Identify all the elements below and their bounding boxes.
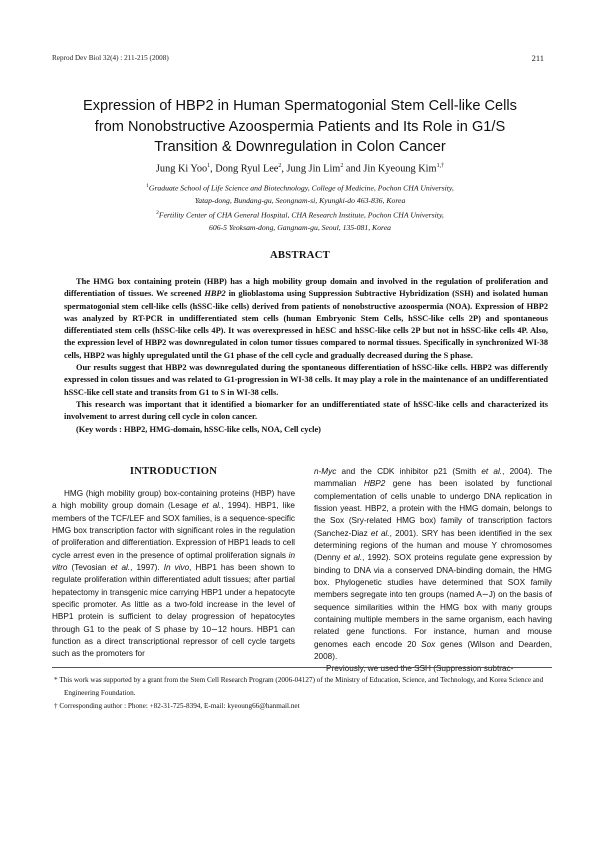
citation-etal: et al. (201, 501, 222, 511)
body-text: , 1994). HBP1, like members of the TCF/LEF and SOX families, is a sequence-specific HMG box transcription factor with significant roles in the regulation of proliferation and differentiation. Expression of HBP1 leads to cell cycle arrest even in the presence of optimal proliferation signals (52, 501, 295, 560)
body-text: , 2001). SRY has been identified in the sex determining regions of the human and mouse Y chromosomes (Denny (314, 528, 552, 563)
author-affiliation-mark: 2 (340, 163, 344, 169)
gene-name: n-Myc (314, 467, 337, 476)
author-affiliation-mark: 1,† (436, 163, 445, 169)
title-line-3: Transition & Downregulation in Colon Cancer (154, 139, 446, 155)
introduction-paragraph: Previously, we used the SSH (Suppression subtrac- (326, 664, 514, 674)
funding-footnote: * This work was supported by a grant from the Stem Cell Research Program (2006-04127) of the Ministry of Education, Science, and Technology, and Korea Science and Engineering Foundation. (54, 676, 544, 697)
body-text: genes (Wilson and Dearden, 2008). (314, 639, 552, 661)
author-name: Jung Ki Yoo (155, 163, 208, 175)
abstract-body (64, 276, 548, 436)
author-name: Jin Kyeoung Kim (363, 163, 437, 175)
footnotes (52, 674, 552, 713)
introduction-paragraph (52, 488, 295, 661)
latin-term: In vivo (163, 562, 190, 572)
affiliation-address: Yatap-dong, Bundang-gu, Seongnam-si, Kyungki-do 463-836, Korea (194, 196, 406, 206)
body-text: , 2004). The mammalian (314, 467, 552, 489)
affiliation-text: Fertility Center of CHA General Hospital, CHA Research Institute, Pochon CHA University, (158, 210, 444, 220)
latin-term: in vitro (52, 550, 295, 572)
body-text: (Tevosian (67, 562, 111, 572)
abstract-paragraph: This research was important that it identified a biomarker for an undifferentiated state of hSSC-like cells and characterized its involvement to arrest during cell cycle in colon cancer. (64, 399, 548, 422)
citation-etal: et al. (370, 528, 390, 538)
abstract-text: in glioblastoma using Suppression Subtractive Hybridization (SSH) and isolated human spermatogonial stem cell-like cells (hSSC-like cells) derived from patients of nonobstructive azoospermia (NOA). Expression of HBP2 was analyzed by RT-PCR in undifferentiated stem cells (human Embryonic Stem Cells, hSSC-like cells 2P) and spontaneous differentiated stem cells (hSSC-like cells 4P). It was overexpressed in hESC and hSSC-like cells 2P but not in hSSC-like cells 4P. Also, the expression level of HBP2 was downregulated in colon tumor tissues compared to normal tissues. Specifically in synchronized WI-38 cells, HBP2 was highly upregulated until the G1 phase of the cell cycle and gradually decreased during the S phase. (64, 289, 548, 360)
introduction-heading: INTRODUCTION (129, 466, 218, 477)
body-text: and the CDK inhibitor p21 (Smith (336, 467, 482, 476)
affiliation-address: 606-5 Yeoksam-dong, Gangnam-gu, Seoul, 135-081, Korea (209, 223, 391, 233)
author-affiliation-mark: 1 (207, 163, 211, 169)
body-text: , HBP1 has been shown to regulate proliferation within differentiated adult tissues; after partial hepatectomy in transgenic mice carrying HBP1 under a hepatocyte specific promoter. As little as a two-fold increase in the level of HBP1 protein is sufficient to delay progression of hepatocytes through G1 to the peak of S phase by 10∼12 hours. HBP1 can function as a direct transcriptional repressor of cell cycle targets such as the promoters for (52, 562, 295, 659)
citation-etal: et al. (481, 467, 503, 476)
page-number: 211 (531, 53, 544, 63)
citation-etal: et al. (343, 553, 363, 563)
corresponding-author-footnote: † Corresponding author : Phone: +82-31-725-8394, E-mail: kyeoung66@hanmail.net (54, 702, 300, 710)
right-column (314, 466, 552, 676)
affiliation-2 (60, 207, 540, 235)
abstract-text: The HMG box containing protein (HBP) has a high mobility group domain and involved in the regulation of proliferation and differentiation of tissues. We screened (64, 277, 548, 299)
author-separator: and (343, 163, 364, 175)
article-title (40, 96, 560, 158)
gene-name: HBP2 (204, 289, 226, 299)
left-column (52, 466, 295, 661)
body-text: gene has been isolated by functional complementation of cells unable to undergo DNA replication in fission yeast. HBP2, a protein with the HMG domain, belongs to the Sox (Sry-related HMG box) family of transcription factors (Sanchez-Diaz (314, 479, 552, 538)
abstract-paragraph: Our results suggest that HBP2 was downregulated during the spontaneous differentiation of hSSC-like cells. HBP2 was differently expressed in colon tissues and was related to G1-progression in WI-38 cells. It may play a role in the maintenance of an undifferentiated hSSC-like cell state and transits from G1 to S in WI-38 cells. (64, 363, 548, 397)
author-name: Dong Ryul Lee (215, 163, 279, 175)
citation-etal: et al. (110, 562, 131, 572)
affiliation-1 (60, 180, 540, 208)
abstract-heading: ABSTRACT (269, 250, 331, 261)
body-text: , 1992). SOX proteins regulate gene expression by binding to DNA via a conserved DNA-binding domain, the HMG box. Phylogenetic studies have determined that SOX family members segregate into ten groups (named A∼J) on the basis of sequence similarities within the HMG box with many groups containing multiple members in the same organism, each having related gene functions. For instance, human and mouse genomes each encode 20 (314, 553, 552, 649)
affiliation-mark: 2 (156, 210, 159, 216)
author-affiliation-mark: 2 (278, 163, 282, 169)
introduction-paragraph (314, 466, 552, 663)
author-name: Jung Jin Lim (286, 163, 341, 175)
affiliation-mark: 1 (146, 183, 149, 189)
footnote-divider (52, 667, 552, 668)
title-line-2: from Nonobstructive Azoospermia Patients and Its Role in G1/S (94, 118, 506, 135)
gene-name: Sox (421, 639, 436, 649)
body-text: HMG (high mobility group) box-containing proteins (HBP) have a high mobility group domain (Lesage (52, 489, 295, 511)
affiliation-text: Graduate School of Life Science and Biotechnology, College of Medicine, Pochon CHA University, (148, 183, 454, 193)
journal-citation: Reprod Dev Biol 32(4) : 211-215 (2008) (52, 54, 169, 62)
running-head (52, 54, 544, 62)
abstract-paragraph (64, 276, 548, 362)
body-text: , 1997). (130, 562, 164, 572)
title-line-1: Expression of HBP2 in Human Spermatogonial Stem Cell-like Cells (83, 98, 517, 114)
gene-name: HBP2 (363, 479, 386, 489)
author-separator: , (281, 163, 287, 175)
author-list (40, 163, 560, 174)
keywords: (Key words : HBP2, HMG-domain, hSSC-like cells, NOA, Cell cycle) (76, 424, 321, 434)
author-separator: , (210, 163, 216, 175)
